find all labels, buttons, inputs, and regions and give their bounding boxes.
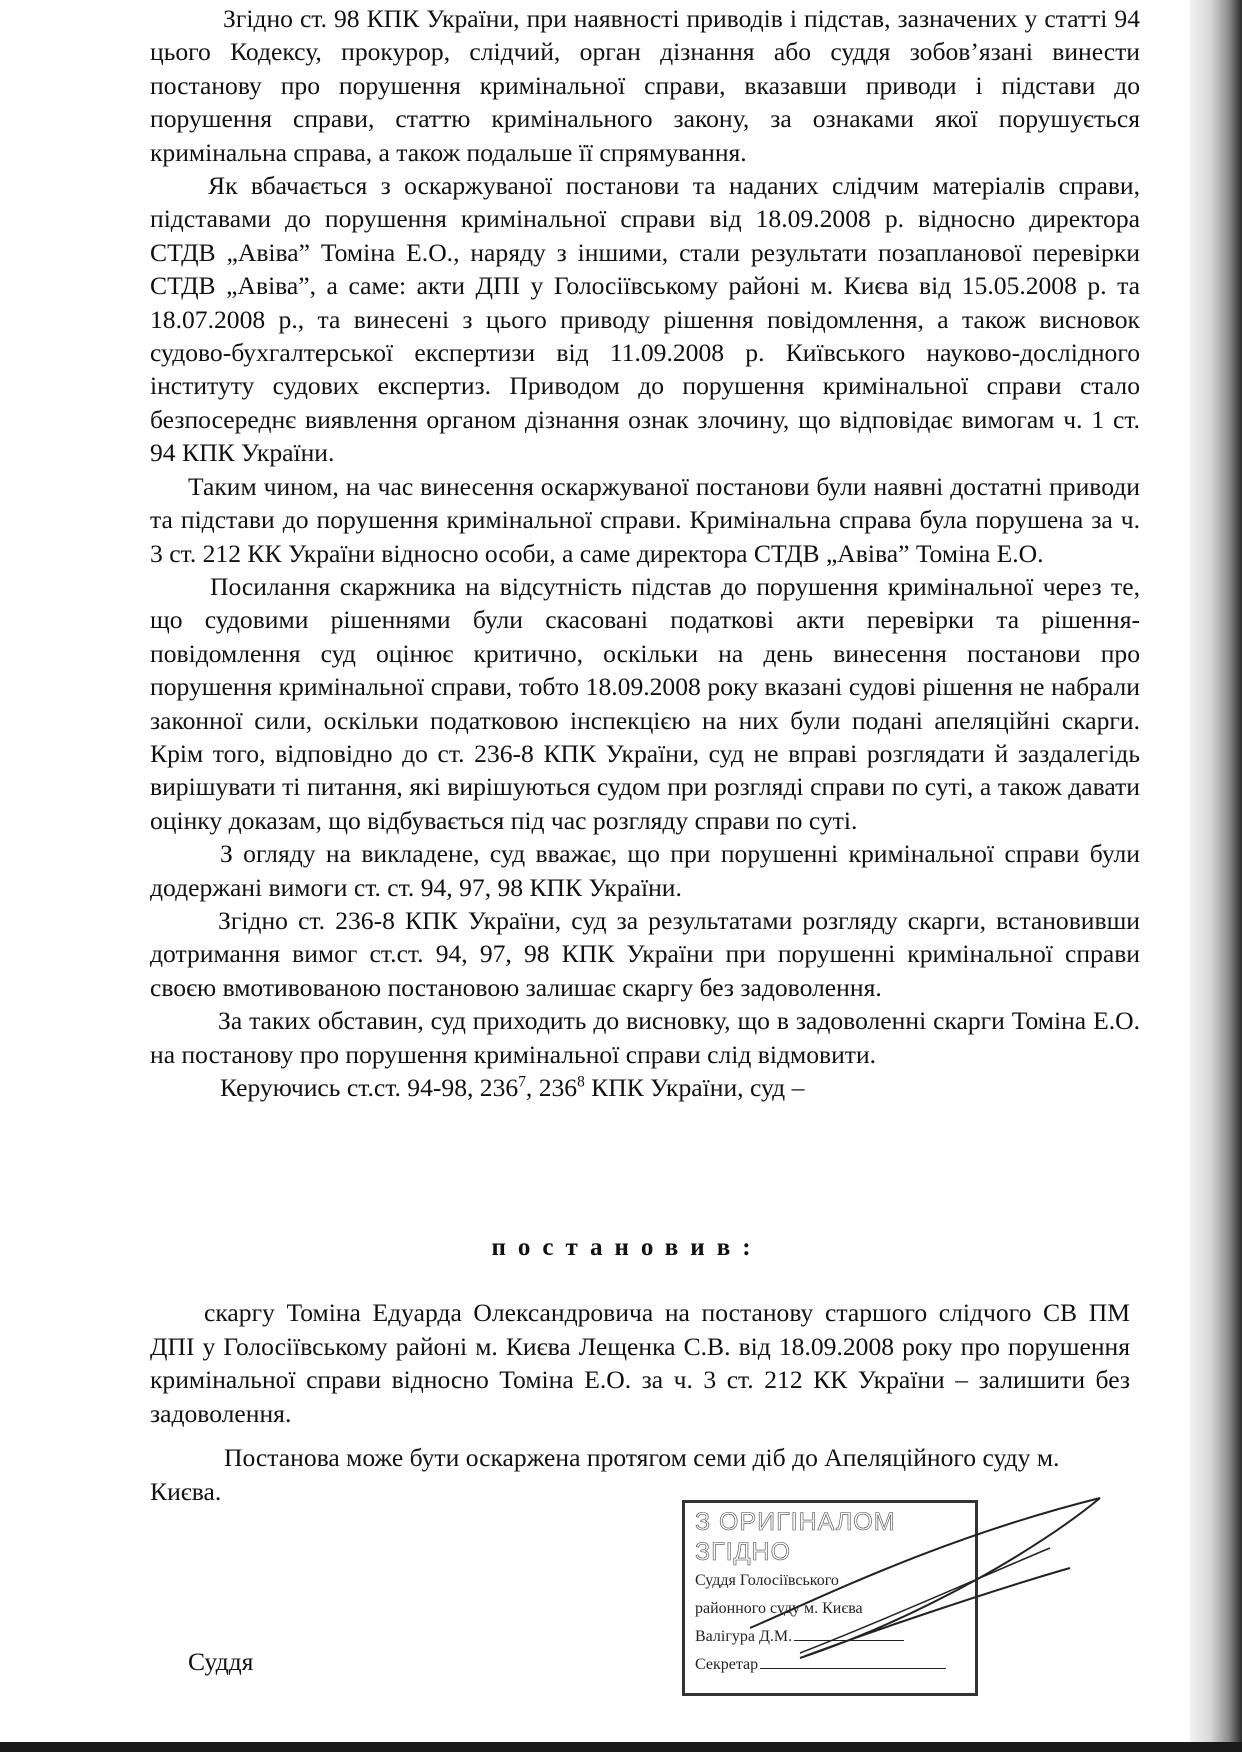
- stamp-secretary-text: Секретар: [695, 1656, 759, 1673]
- resolved-heading: постановив:: [491, 1234, 763, 1261]
- stamp-title: З ОРИГІНАЛОМ ЗГІДНО: [695, 1508, 896, 1566]
- guided-by-sup-7: 7: [518, 1073, 526, 1091]
- paragraph-guided-by: [150, 1071, 1140, 1104]
- decision-block: [150, 1296, 1130, 1509]
- paragraph-grounds: Як вбачається з оскаржуваної постанови та наданих слідчим матеріалів справи, підставами до порушення кримінальної справи від 18.09.2008 р. відносно директора СТДВ „Авіва” Томіна Е.О., наряду з іншими, стали результати позапланової перевірки СТДВ „Авіва”, а саме: акти ДПІ у Голосіївському районі м. Києва від 15.05.2008 р. та 18.07.2008 р., та винесені з цього приводу рішення повідомлення, а також висновок судово-бухгалтерської експертизи від 11.09.2008 р. Київського науково-дослідного інституту судових експертиз. Приводом до порушення кримінальної справи стало безпосереднє виявлення органом дізнання ознак злочину, що відповідає вимогам ч. 1 ст. 94 КПК України.: [150, 171, 1140, 468]
- scan-edge-right: [1190, 0, 1242, 1752]
- paragraph-requirements-met: З огляду на викладене, суд вважає, що при порушенні кримінальної справи були додержані вимоги ст. ст. 94, 97, 98 КПК України.: [150, 839, 1140, 902]
- stamp-line-judge: Суддя Голосіївського: [695, 1572, 839, 1589]
- guided-by-prefix: Керуючись ст.ст. 94-98, 236: [220, 1073, 519, 1102]
- ruling-body: [150, 2, 1140, 1104]
- paragraph-complaint-assessment: Посилання скаржника на відсутність підстав до порушення кримінальної через те, що судовими рішеннями були скасовані податкові акти перевірки та рішення-повідомлення суд оцінює критично, оскільки на день винесення постанови про порушення кримінальної справи, тобто 18.09.2008 року вказані судові рішення не набрали законної сили, оскільки податковою інспекцією на них були подані апеляційні скарги. Крім того, відповідно до ст. 236-8 КПК України, суд не вправі розглядати й заздалегідь вирішувати ті питання, які вирішуються судом при розгляді справи по суті, а також давати оцінку доказам, що відбувається під час розгляду справи по суті.: [150, 571, 1140, 835]
- stamp-line-court: районного суду м. Києва: [695, 1600, 863, 1617]
- guided-by-middle: , 236: [525, 1073, 578, 1102]
- paragraph-article-236-8: Згідно ст. 236-8 КПК України, суд за результатами розгляду скарги, встановивши дотримання вимог ст.ст. 94, 97, 98 КПК України при порушенні кримінальної справи своєю вмотивованою постановою залишає скаргу без задоволення.: [150, 905, 1140, 1002]
- paragraph-conclusion-grounds: Таким чином, на час винесення оскаржуваної постанови були наявні достатні приводи та підстави до порушення кримінальної справи. Кримінальна справа була порушена за ч. 3 ст. 212 КК України відносно особи, а саме директора СТДВ „Авіва” Томіна Е.О.: [150, 471, 1140, 568]
- decision-paragraph: скаргу Томіна Едуарда Олександровича на постанову старшого слідчого СВ ПМ ДПІ у Голосіївському районі м. Києва Лещенка С.В. від 18.09.2008 року про порушення кримінальної справи відносно Томіна Е.О. за ч. 3 ст. 212 КК України – залишити без задоволення.: [150, 1298, 1130, 1428]
- stamp-name-text: Валігура Д.М.: [695, 1628, 793, 1645]
- guided-by-sup-8: 8: [577, 1073, 585, 1091]
- appeal-paragraph: Постанова може бути оскаржена протягом семи діб до Апеляційного суду м. Києва.: [150, 1443, 1060, 1506]
- judge-label: Суддя: [188, 1647, 254, 1676]
- scan-edge-bottom: [0, 1742, 1242, 1752]
- guided-by-suffix: КПК України, суд –: [584, 1073, 805, 1102]
- handwritten-signature: [740, 1478, 1120, 1678]
- paragraph-article-98: Згідно ст. 98 КПК України, при наявності приводів і підстав, зазначених у статті 94 цього Кодексу, прокурор, слідчий, орган дізнання або суддя зобов’язані винести постанову про порушення кримінальної справи, вказавши приводи і підстави до порушення справи, статтю кримінального закону, за ознаками якої порушується кримінальна справа, а також подальше її спрямування.: [150, 4, 1140, 167]
- paragraph-court-conclusion: За таких обставин, суд приходить до висновку, що в задоволенні скарги Томіна Е.О. на постанову про порушення кримінальної справи слід відмовити.: [150, 1006, 1140, 1069]
